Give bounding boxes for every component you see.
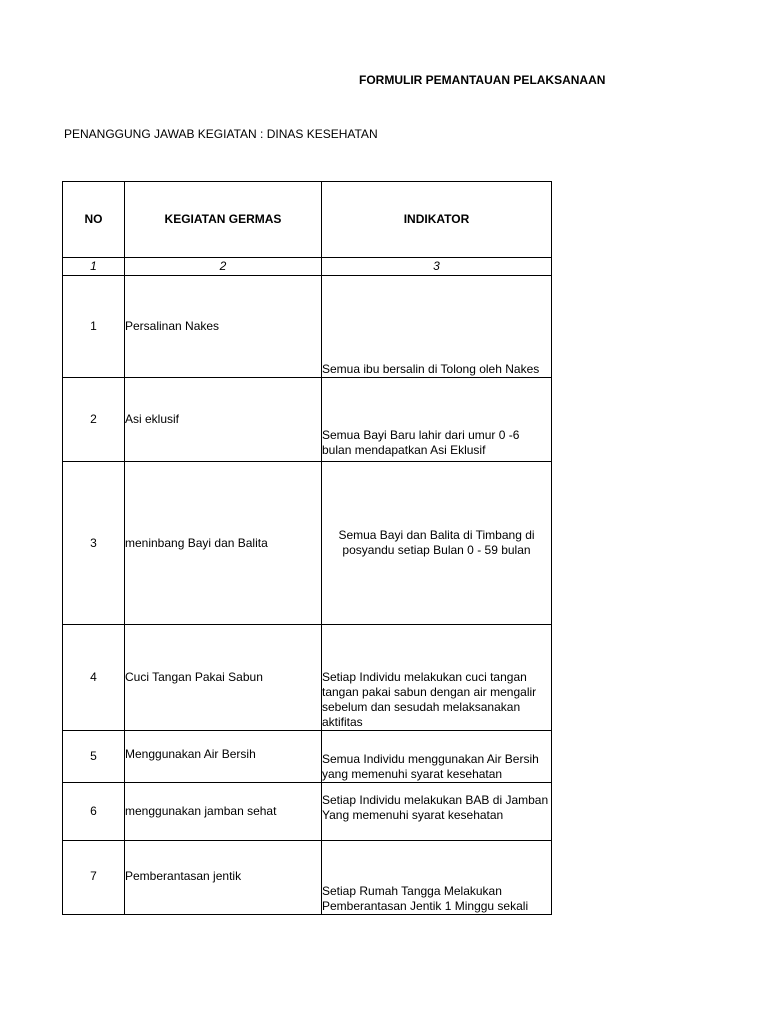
header-no: NO bbox=[63, 182, 125, 258]
row-indikator: Semua ibu bersalin di Tolong oleh Nakes bbox=[322, 276, 552, 378]
row-no: 5 bbox=[63, 731, 125, 783]
row-kegiatan: Menggunakan Air Bersih bbox=[125, 731, 322, 783]
row-indikator: Semua Bayi Baru lahir dari umur 0 -6 bulan mendapatkan Asi Eklusif bbox=[322, 378, 552, 462]
row-indikator: Setiap Individu melakukan BAB di Jamban Yang memenuhi syarat kesehatan bbox=[322, 783, 552, 841]
table-row bbox=[63, 462, 552, 625]
row-no: 4 bbox=[63, 625, 125, 731]
table-row bbox=[63, 783, 552, 841]
row-kegiatan: Pemberantasan jentik bbox=[125, 841, 322, 915]
table-row bbox=[63, 276, 552, 378]
row-indikator: Setiap Individu melakukan cuci tangan tangan pakai sabun dengan air mengalir sebelum dan sesudah melaksanakan aktifitas bbox=[322, 625, 552, 731]
row-kegiatan: Persalinan Nakes bbox=[125, 276, 322, 378]
table-row bbox=[63, 841, 552, 915]
row-kegiatan: meninbang Bayi dan Balita bbox=[125, 462, 322, 625]
document-title: FORMULIR PEMANTAUAN PELAKSANAAN bbox=[359, 73, 606, 87]
column-number-kegiatan: 2 bbox=[125, 258, 322, 276]
row-no: 6 bbox=[63, 783, 125, 841]
table-header-row bbox=[63, 182, 552, 258]
column-number-no: 1 bbox=[63, 258, 125, 276]
row-kegiatan: Cuci Tangan Pakai Sabun bbox=[125, 625, 322, 731]
row-no: 1 bbox=[63, 276, 125, 378]
header-indikator: INDIKATOR bbox=[322, 182, 552, 258]
table-row bbox=[63, 625, 552, 731]
row-no: 2 bbox=[63, 378, 125, 462]
row-no: 3 bbox=[63, 462, 125, 625]
row-indikator: Semua Bayi dan Balita di Timbang di posyandu setiap Bulan 0 - 59 bulan bbox=[322, 462, 552, 625]
table-row bbox=[63, 378, 552, 462]
row-indikator: Setiap Rumah Tangga Melakukan Pemberantasan Jentik 1 Minggu sekali bbox=[322, 841, 552, 915]
column-number-row bbox=[63, 258, 552, 276]
monitoring-table bbox=[62, 181, 552, 915]
column-number-indikator: 3 bbox=[322, 258, 552, 276]
row-no: 7 bbox=[63, 841, 125, 915]
row-kegiatan: menggunakan jamban sehat bbox=[125, 783, 322, 841]
penanggung-jawab-line: PENANGGUNG JAWAB KEGIATAN : DINAS KESEHATAN bbox=[64, 127, 378, 141]
table-row bbox=[63, 731, 552, 783]
row-kegiatan: Asi eklusif bbox=[125, 378, 322, 462]
header-kegiatan: KEGIATAN GERMAS bbox=[125, 182, 322, 258]
row-indikator: Semua Individu menggunakan Air Bersih yang memenuhi syarat kesehatan bbox=[322, 731, 552, 783]
